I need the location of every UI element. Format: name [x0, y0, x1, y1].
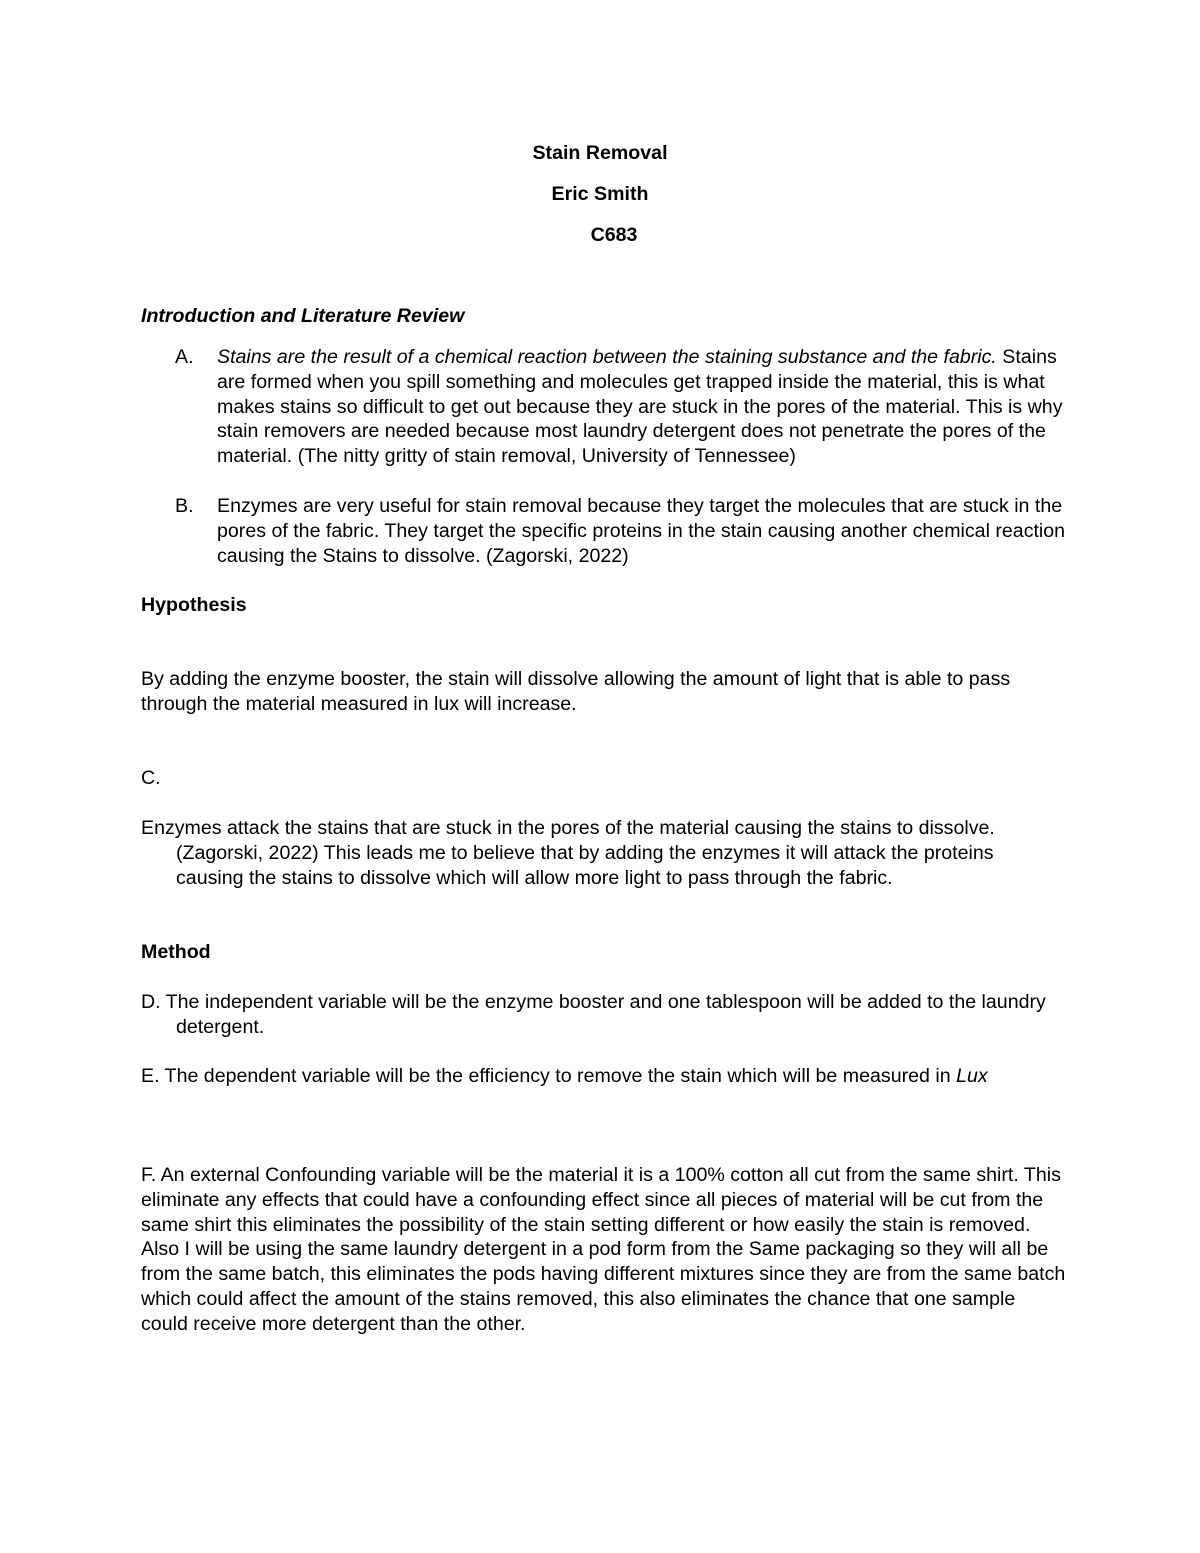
- method-item-e: [141, 1064, 1061, 1089]
- hypothesis-heading: Hypothesis: [141, 594, 247, 616]
- author-name: Eric Smith: [551, 183, 649, 205]
- marker-c: C.: [141, 767, 161, 789]
- method-item-e-italic: Lux: [956, 1065, 988, 1087]
- list-item-a-italic: Stains are the result of a chemical reaction between the staining substance and the fabric.: [217, 346, 997, 368]
- list-marker-b: B.: [175, 495, 194, 517]
- list-item-b: Enzymes are very useful for stain removal because they target the molecules that are stuck in the pores of the fabric. They target the specific proteins in the stain causing another chemical reaction causing the Stains to dissolve. (Zagorski, 2022): [217, 495, 1066, 567]
- method-item-f: F. An external Confounding variable will be the material it is a 100% cotton all cut from the same shirt. This eliminate any effects that could have a confounding effect since all pieces of material will be cut from the same shirt this eliminates the possibility of the stain setting different or how easily the stain is removed. Also I will be using the same laundry detergent in a pod form from the Same packaging so they will all be from the same batch, this eliminates the pods having different mixtures since they are from the same batch which could affect the amount of the stains removed, this also eliminates the chance that one sample could receive more detergent than the other.: [141, 1164, 1066, 1335]
- list-marker-a: A.: [175, 346, 194, 368]
- method-item-e-text: E. The dependent variable will be the efficiency to remove the stain which will be measured in: [141, 1065, 951, 1087]
- hypothesis-statement: By adding the enzyme booster, the stain will dissolve allowing the amount of light that is able to pass through the material measured in lux will increase.: [141, 668, 1011, 715]
- list-item-a-text: Stains are formed when you spill something and molecules get trapped inside the material, this is what makes stains so difficult to get out because they are stuck in the pores of the material. This is why stain removers are needed because most laundry detergent does not penetrate the pores of the material. (The nitty gritty of stain removal, University of Tennessee): [217, 346, 1063, 468]
- document-title: Stain Removal: [532, 142, 668, 164]
- introduction-heading: Introduction and Literature Review: [141, 305, 465, 327]
- method-heading: Method: [141, 941, 211, 963]
- hypothesis-rationale: Enzymes attack the stains that are stuck in the pores of the material causing the stains to dissolve. (Zagorski, 2022) This leads me to believe that by adding the enzymes it will attack the proteins causing the stains to dissolve which will allow more light to pass through the fabric.: [141, 817, 995, 889]
- course-code: C683: [590, 224, 638, 246]
- list-item-a: [217, 345, 1077, 469]
- method-item-d: D. The independent variable will be the enzyme booster and one tablespoon will be added to the laundry detergent.: [141, 991, 1046, 1038]
